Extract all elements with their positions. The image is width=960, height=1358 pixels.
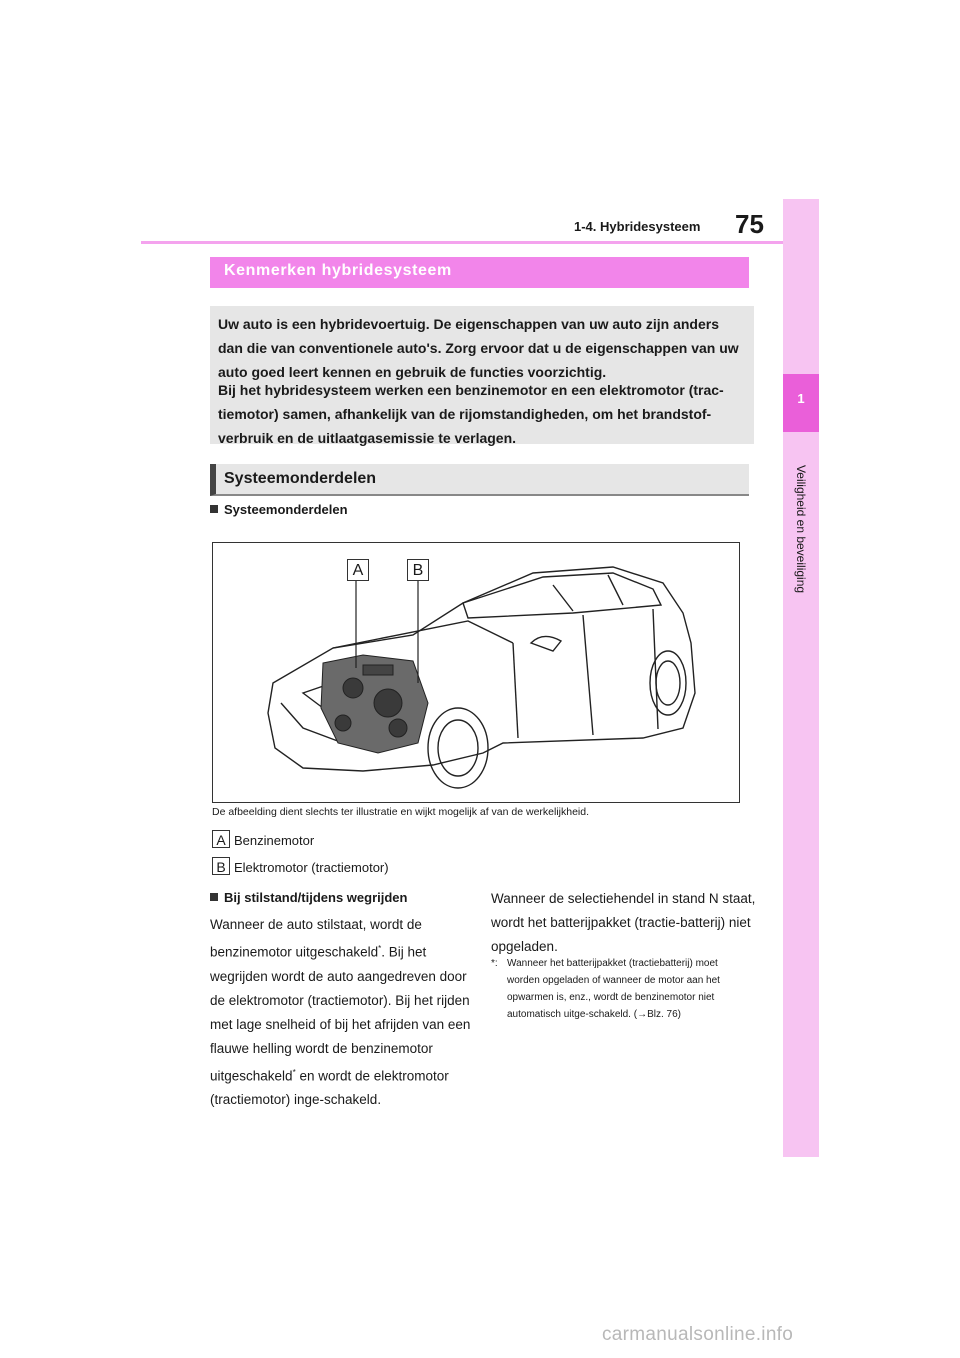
footnote-mark: *: bbox=[491, 958, 498, 969]
subheading-components: Systeemonderdelen bbox=[210, 502, 348, 517]
square-bullet-icon bbox=[210, 893, 218, 901]
square-bullet-icon bbox=[210, 505, 218, 513]
car-illustration bbox=[213, 543, 739, 802]
legend-text-a: Benzinemotor bbox=[234, 833, 315, 848]
legend-item-a bbox=[212, 830, 314, 848]
callout-a: A bbox=[347, 559, 369, 581]
chapter-side-tab bbox=[783, 199, 819, 1157]
header-divider bbox=[141, 241, 783, 244]
chapter-number: 1 bbox=[797, 391, 805, 406]
subheading-standstill: Bij stilstand/tijdens wegrijden bbox=[210, 890, 407, 905]
figure-caption: De afbeelding dient slechts ter illustratie en wijkt mogelijk af van de werkelijkheid. bbox=[212, 806, 590, 818]
footnote bbox=[491, 955, 753, 1023]
callout-b: B bbox=[407, 559, 429, 581]
intro-paragraph-1: Uw auto is een hybridevoertuig. De eigenschappen van uw auto zijn anders dan die van conventionele auto's. Zorg ervoor dat u de eigenschappen van uw auto goed leert kennen en gebruik de functies voorzichtig. bbox=[218, 316, 739, 380]
running-header: 1-4. Hybridesysteem bbox=[574, 219, 701, 234]
hybrid-system-illustration bbox=[212, 542, 740, 803]
body-paragraph-right: Wanneer de selectiehendel in stand N staat, wordt het batterijpakket (tractie-batterij) niet opgeladen. bbox=[491, 891, 756, 954]
legend-key-b: B bbox=[212, 857, 230, 875]
page-number: 75 bbox=[735, 209, 764, 239]
section-title-features: Kenmerken hybridesysteem bbox=[224, 262, 452, 279]
chapter-title: Veiligheid en beveiliging bbox=[794, 464, 808, 594]
legend-text-b: Elektromotor (tractiemotor) bbox=[234, 860, 389, 875]
footnote-text[interactable]: Wanneer het batterijpakket (tractiebatterij) moet worden opgeladen of wanneer de motor aan het opwarmen is, enz., wordt de benzinemotor niet automatisch uitge-schakeld. (→Blz. 76) bbox=[507, 958, 720, 1020]
body-paragraph-left: Wanneer de auto stilstaat, wordt de benzinemotor uitgeschakeld*. Bij het wegrijden wordt de auto aangedreven door de elektromotor (tractiemotor). Bij het rijden met lage snelheid of bij het afrijden van een flauwe helling wordt de benzinemotor uitgeschakeld* en wordt de elektromotor (tractiemotor) inge-schakeld. bbox=[210, 917, 471, 1107]
legend-item-b bbox=[212, 857, 389, 875]
intro-paragraph-2: Bij het hybridesysteem werken een benzinemotor en een elektromotor (trac-tiemotor) samen, afhankelijk van de rijomstandigheden, om het brandstof-verbruik en de uitlaatgasemissie te verlagen. bbox=[218, 382, 724, 446]
legend-key-a: A bbox=[212, 830, 230, 848]
section-title-components: Systeemonderdelen bbox=[224, 470, 377, 487]
watermark: carmanualsonline.info bbox=[602, 1324, 794, 1345]
